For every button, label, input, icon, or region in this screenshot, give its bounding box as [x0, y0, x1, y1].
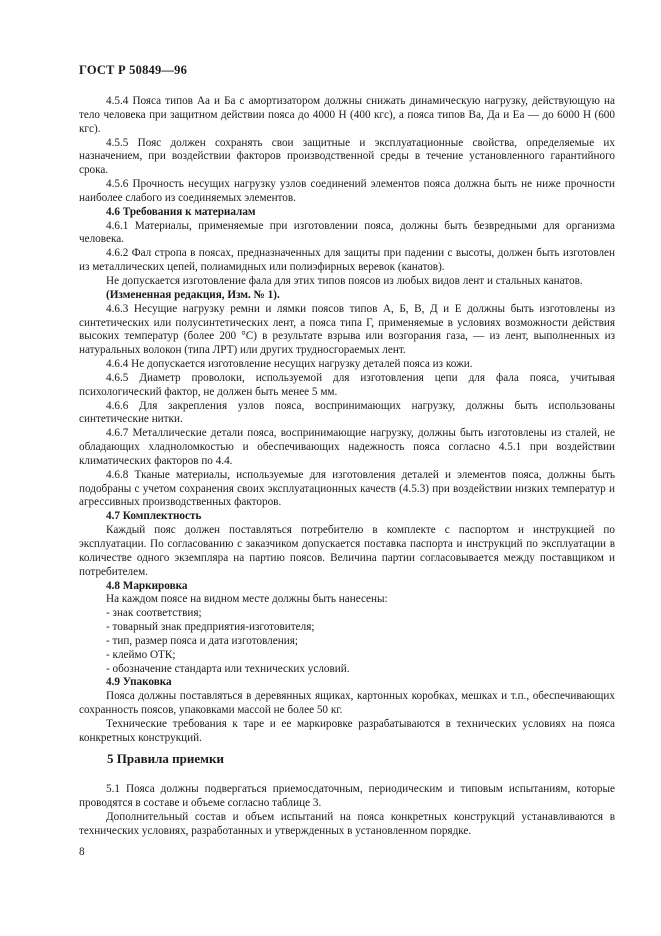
paragraph-4-6-2: 4.6.2 Фал стропа в поясах, предназначенных для защиты при падении с высоты, должен быть изготовлен из металлических цепей, полиамидных или полиэфирных веревок (канатов).	[79, 247, 615, 274]
list-item: - клеймо ОТК;	[106, 648, 176, 661]
paragraph-5-1b: Дополнительный состав и объем испытаний на пояса конкретных конструкций устанавливаются в технических условиях, разработанных и утвержденных в установленном порядке.	[79, 810, 615, 837]
list-item: - товарный знак предприятия-изготовителя;	[106, 621, 315, 634]
marking-list	[79, 607, 615, 676]
paragraph-4-9: Пояса должны поставляться в деревянных ящиках, картонных коробках, мешках и т.п., обеспечивающих сохранность поясов, упаковками массой не более 50 кг.	[79, 690, 615, 717]
paragraph-4-6-5: 4.6.5 Диаметр проволоки, используемой для изготовления цепи для фала пояса, учитывая психологический фактор, не должен быть менее 5 мм.	[79, 371, 615, 398]
paragraph-4-7: Каждый пояс должен поставляться потребителю в комплекте с паспортом и инструкцией по эксплуатации. По согласованию с заказчиком допускается поставка паспорта и инструкций по эксплуатации в количестве одного экземпляра на партию поясов. Величина партии согласовывается между поставщиком и потребителем.	[79, 524, 615, 578]
paragraph-4-6-6: 4.6.6 Для закрепления узлов пояса, воспринимающих нагрузку, должны быть использованы синтетические нитки.	[79, 399, 615, 426]
heading-4-7: 4.7 Комплектность	[106, 510, 202, 523]
paragraph-5-1: 5.1 Пояса должны подвергаться приемосдаточным, периодическим и типовым испытаниям, которые проводятся в составе и объеме согласно таблице 3.	[79, 783, 615, 809]
paragraph-4-8: На каждом поясе на видном месте должны быть нанесены:	[106, 593, 388, 606]
page-number: 8	[79, 846, 85, 858]
list-item: - знак соответствия;	[106, 607, 202, 620]
paragraph-4-6-7: 4.6.7 Металлические детали пояса, воспринимающие нагрузку, должны быть изготовлены из сталей, не обладающих хладноломкостью и обеспечивающих надежность пояса согласно 4.5.1 при воздействии климатических факторов по 4.4.	[79, 427, 615, 467]
paragraph-4-9b: Технические требования к таре и ее маркировке разрабатываются в технических условиях на пояса конкретных конструкций.	[79, 717, 615, 744]
document-header: ГОСТ Р 50849—96	[79, 63, 188, 77]
section-5-title: 5 Правила приемки	[107, 751, 224, 766]
paragraph-4-6-8: 4.6.8 Тканые материалы, используемые для изготовления деталей и элементов пояса, должны быть подобраны с учетом сохранения своих эксплуатационных качеств (4.5.3) при воздействии низких температур и агрессивных производственных факторов.	[79, 468, 615, 509]
list-item: - тип, размер пояса и дата изготовления;	[106, 634, 298, 647]
paragraph-4-5-4: 4.5.4 Пояса типов Аа и Ба с амортизатором должны снижать динамическую нагрузку, действующую на тело человека при защитном действии пояса до 4000 Н (400 кгс), а пояса типов Ва, Да и Еа — до 6000 Н (600 кгс).	[79, 95, 615, 135]
heading-4-9: 4.9 Упаковка	[106, 676, 172, 689]
paragraph-4-6-4: 4.6.4 Не допускается изготовление несущих нагрузку деталей пояса из кожи.	[106, 358, 473, 371]
list-item: - обозначение стандарта или технических условий.	[106, 662, 350, 675]
section-5-body	[79, 783, 615, 838]
paragraph-4-6-1: 4.6.1 Материалы, применяемые при изготовлении пояса, должны быть безвредными для организма человека.	[79, 219, 615, 246]
heading-4-6: 4.6 Требования к материалам	[106, 205, 256, 218]
paragraph-4-5-6: 4.5.6 Прочность несущих нагрузку узлов соединений элементов пояса должна быть не ниже прочности наиболее слабого из соединяемых элементов.	[79, 178, 615, 204]
change-note: (Измененная редакция, Изм. № 1).	[106, 288, 280, 301]
paragraph-4-6-2b: Не допускается изготовление фала для этих типов поясов из любых видов лент и стальных канатов.	[106, 274, 583, 287]
paragraph-4-5-5: 4.5.5 Пояс должен сохранять свои защитные и эксплуатационные свойства, определяемые их назначением, при воздействии факторов производственной среды в течение установленного гарантийного срока.	[79, 136, 615, 177]
heading-4-8: 4.8 Маркировка	[106, 579, 188, 592]
document-body	[79, 95, 615, 746]
paragraph-4-6-3: 4.6.3 Несущие нагрузку ремни и лямки поясов типов А, Б, В, Д и Е должны быть изготовлены из синтетических или полусинтетических лент, а пояса типа Г, применяемые в условиях возможности действия высоких температур (более 200 °С) в результате взрыва или возгорания газа, — из лент, выполненных из натуральных волокон (типа ЛРТ) или других трудносгораемых лент.	[79, 302, 615, 357]
